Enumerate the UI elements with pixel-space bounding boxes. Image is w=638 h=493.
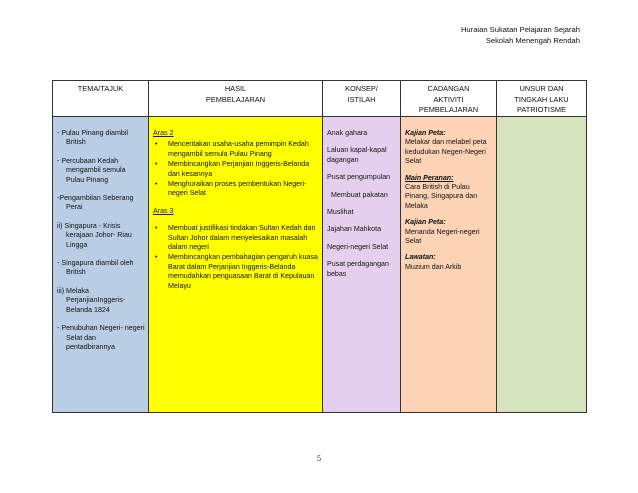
kajian-peta-text: Melakar dan melabel peta kedudukan Negeri-Negeri Selat [405, 138, 487, 166]
konsep-item: Jajahan Mahkota [327, 225, 382, 234]
tema-item: iii) Melaka PerjanjianInggeris- Belanda 1824 [57, 286, 126, 314]
konsep-item: Membuat pakatan [331, 190, 388, 199]
header-line-1: Huraian Sukatan Pelajaran Sejarah [460, 25, 580, 34]
list-item: • Membuat justifikasi tindakan Sultan Kedah dan Sultan Johor dalam menyelesaikan masalah dalam negeri [153, 224, 319, 252]
aras-3-list [153, 224, 319, 291]
list-item: • Menghuraikan proses pembentukan Negeri-negeri Selat [153, 180, 319, 199]
column-header-konsep [323, 81, 401, 117]
header-line-2: Sekolah Menengah Rendah [485, 36, 580, 45]
column-header-aktiviti-text: CADANGAN AKTIVITI PEMBELAJARAN [418, 84, 479, 114]
lawatan-label: Lawatan: [405, 253, 436, 262]
aras-2-heading: Aras 2 [153, 129, 174, 137]
konsep-cell [323, 117, 401, 413]
column-header-unsur-text: UNSUR DAN TINGKAH LAKU PATRIOTISME [514, 84, 569, 114]
kajian-peta-2-label: Kajian Peta: [405, 218, 446, 227]
aras-3-heading: Aras 3 [153, 206, 174, 215]
column-header-hasil [149, 81, 323, 117]
aktiviti-block [405, 174, 493, 212]
lawatan-text: Muzium dan Arkib [405, 262, 462, 271]
konsep-item: Pusat perdagangan bebas [327, 260, 389, 278]
column-header-unsur [497, 81, 587, 117]
aktiviti-block [405, 129, 493, 167]
aktiviti-block [405, 253, 493, 272]
tema-item: -Pengambilan Seberang Perai [57, 194, 134, 212]
aktiviti-block [405, 218, 493, 246]
aktiviti-cell [401, 117, 497, 413]
page-number: 5 [317, 454, 321, 463]
aras-2-list [153, 140, 319, 198]
table-row [53, 117, 587, 413]
column-header-tema: TEMA/TAJUK [53, 81, 149, 117]
tema-item: - Singapura diambil oleh British [57, 259, 134, 277]
table-header-row [53, 81, 587, 117]
tema-cell [53, 117, 149, 413]
kajian-peta-label: Kajian Peta: [405, 129, 446, 137]
list-item: • Membincangkan Perjanjian Inggeris-Belanda dan kesannya [153, 160, 319, 179]
tema-item: - Pulau Pinang diambil British [57, 129, 128, 147]
main-peranan-text: Cara British di Pulau Pinang, Singapura dan Melaka [405, 183, 478, 210]
list-item: • Menceritakan usaha-usaha pemimpin Kedah mengambil semula Pulau Pinang [153, 140, 319, 159]
column-header-aktiviti [401, 81, 497, 117]
tema-item: - Penubuhan Negeri- negeri Selat dan pentadbirannya [57, 324, 145, 351]
konsep-item: Negeri-negeri Selat [327, 242, 389, 251]
column-header-hasil-text: HASIL PEMBELAJARAN [205, 84, 266, 104]
hasil-cell [149, 117, 323, 413]
konsep-item: Laluan kapal-kapal dagangan [327, 146, 387, 164]
konsep-item: Pusat pengumpulan [327, 173, 391, 182]
tema-item: ii) Singapura - Krisis kerajaan Johor- Riau Lingga [57, 221, 132, 249]
tema-item: - Percubaan Kedah mengambil semula Pulau Pinang [57, 156, 126, 184]
syllabus-table [52, 80, 587, 413]
column-header-konsep-text: KONSEP/ ISTILAH [345, 84, 378, 104]
konsep-item: Muslihat [327, 208, 354, 217]
konsep-item: Anak gahara [327, 129, 368, 137]
kajian-peta-2-text: Menanda Negeri-negeri Selat [405, 227, 480, 246]
unsur-cell [497, 117, 587, 413]
document-header [461, 24, 580, 46]
list-item: • Membincangkan pembahagian pengaruh kuasa Barat dalam Perjanjian Inggeris-Belanda memudahkan penguasaan Barat di Kepulauan Melayu [153, 253, 319, 291]
main-peranan-label: Main Peranan: [405, 173, 454, 182]
